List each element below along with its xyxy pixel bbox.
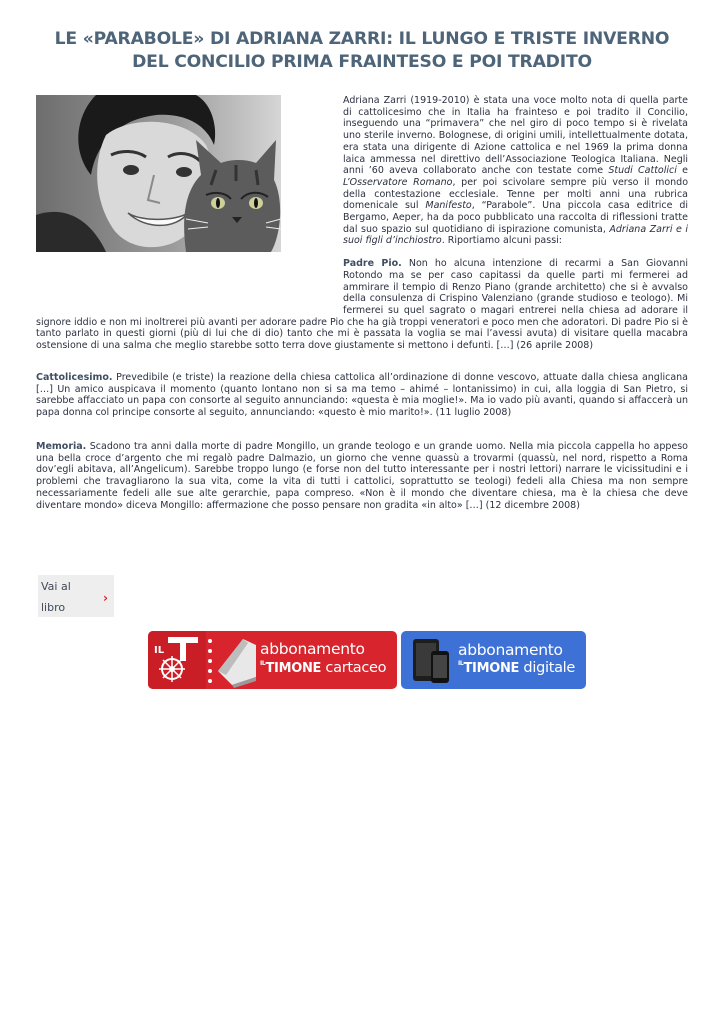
section-label: Cattolicesimo. (36, 372, 113, 383)
devices-icon (401, 631, 461, 689)
go-to-book-label-1: Vai al (41, 580, 71, 593)
print-banner-subtitle: $^{IL}$TIMONE cartaceo (260, 660, 387, 676)
logo-letters-il: IL (154, 645, 165, 656)
section-padre-pio: Padre Pio. Non ho alcuna intenzione di recarmi a San Giovanni Rotondo ma se per caso capitassi da quelle parti mi fermerei ad ammirare il tempio di Renzo Piano (grande architetto) che si è avvalso della consulenza di Crispino Valenziano (grande studioso e teologo). Mi fermerei su quel sagrato o magari entrerei nella chiesa ad adorare il signore iddio e non mi inoltrerei più avanti per adorare padre Pio che ha già troppi veneratori e poco men che adoratori. Di padre Pio si è tanto parlato in questi giorni (più di lui che di dio) tanto che mi è passata la voglia se mai l’avessi avuta) di visitare quella macabra ostensione di una salma che meglio starebbe sotto terra dove giustamente si mettono i defunti. […] (26 aprile 2008) (36, 258, 688, 352)
digital-banner-subtitle: $^{IL}$TIMONE digitale (458, 660, 576, 676)
chevron-right-icon: › (103, 591, 108, 605)
print-banner-title: abbonamento (260, 640, 365, 658)
go-to-book-button[interactable] (38, 575, 114, 617)
article-body (36, 95, 688, 352)
go-to-book-label-2: libro (41, 601, 66, 614)
section-memoria: Memoria. Scadono tra anni dalla morte di padre Mongillo, un grande teologo e un grande uomo. Nella mia piccola cappella ho appeso una bella croce d’argento che mi regalò padre Dalmazio, un giorno che venne quassù a trovarmi (quassù, nel nord, rispetto a Roma dov’egli abitava, all’Angelicum). Sarebbe troppo lungo (e forse non del tutto interessante per i nostri lettori) narrare le vicissitudini e i problemi che travagliarono la sua vita, come la vita di tutti i cattolici, soprattutto se teologi) fedeli alla Chiesa ma non sempre necessariamente fedeli alle sue alte gerarchie, papa compreso. «Non è il mondo che diventare chiesa, ma è la chiesa che deve diventare mondo» diceva Mongillo: affermazione che posso pensare non gradita «in alto» […] (12 dicembre 2008) (36, 441, 688, 511)
section-label: Padre Pio. (343, 258, 402, 270)
print-subscription-banner[interactable] (148, 631, 397, 689)
section-cattolicesimo: Cattolicesimo. Prevedibile (e triste) la reazione della chiesa cattolica all’ordinazione di donne vescovo, attuate dalla chiesa anglicana […] Un amico auspicava il momento (quanto lontano non si sa ma temo – ahimé – lontanissimo) in cui, alla loggia di San Pietro, si sarebbe affacciato un papa con consorte al seguito annunciando: «questa è mia moglie!». Ma io vado più avanti, quando si affaccerà un papa donna col principe consorte al seguito, annunciando: «questo è mio marito!». (11 luglio 2008) (36, 372, 688, 419)
digital-banner-title: abbonamento (458, 641, 563, 659)
digital-subscription-banner[interactable] (401, 631, 586, 689)
article-intro: Adriana Zarri (1919-2010) è stata una voce molto nota di quella parte di cattolicesimo che in Italia ha frainteso e poi tradito il Concilio, inseguendo una “primavera” che nel giro di poco tempo si è rivelata uno sterile inverno. Bolognese, di origini umili, intellettualmente dotata, era stata una dirigente di Azione cattolica e nel 1969 la prima donna laica ammessa nel direttivo dell’Associazione Teologica Italiana. Negli anni ’60 aveva collaborato anche con testate come Studi Cattolici e L’Osservatore Romano, per poi scivolare sempre più verso il mondo della contestazione ecclesiale. Tenne per molti anni una rubrica domenicale sul Manifesto, “Parabole”. Una piccola casa editrice di Bergamo, Aeper, ha da poco pubblicato una raccolta di riflessioni tratte dal suo spazio sul quotidiano di ispirazione comunista, Adriana Zarri e i suoi figli d’inchiostro. Riportiamo alcuni passi: (343, 95, 689, 247)
section-label: Memoria. (36, 441, 87, 452)
article-title: LE «PARABOLE» DI ADRIANA ZARRI: IL LUNGO E TRISTE INVERNO DEL CONCILIO PRIMA FRAINTESO E POI TRADITO (54, 29, 670, 72)
